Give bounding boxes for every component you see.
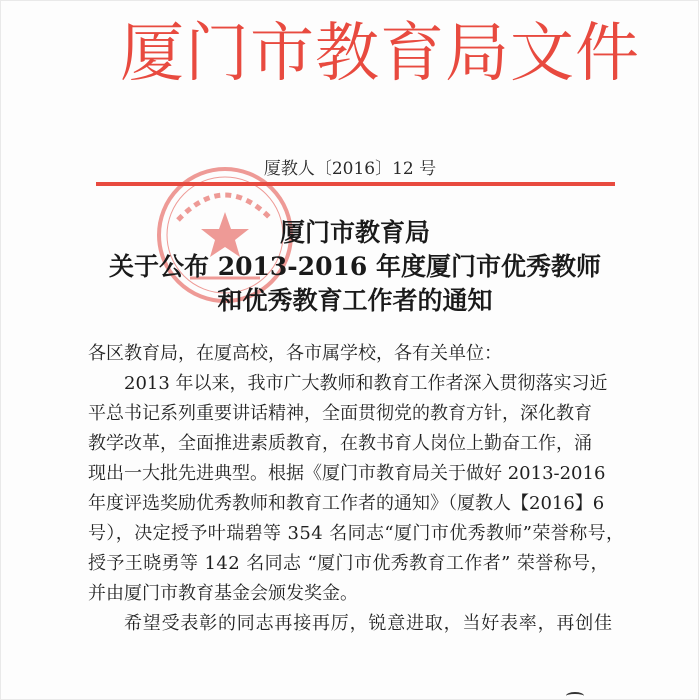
paragraph-1-line-6: 号），决定授予叶瑞碧等 354 名同志“厦门市优秀教师”荣誉称号， [88, 523, 625, 544]
paragraph-1-line-3: 教学改革，全面推进素质教育，在教书育人岗位上勤奋工作，涌 [88, 433, 592, 454]
paragraph-1-line-7: 授予王晓勇等 142 名同志 “厦门市优秀教育工作者” 荣誉称号， [88, 553, 609, 574]
document-header-title: 厦门市教育局文件 [120, 17, 640, 91]
notice-title [100, 216, 610, 318]
paragraph-1-line-4: 现出一大批先进典型。根据《厦门市教育局关于做好 2013-2016 [88, 463, 606, 484]
paragraph-2-line-1: 希望受表彰的同志再接再厉，锐意进取，当好表率，再创佳 [124, 613, 613, 634]
page-edge-mark [566, 692, 584, 700]
salutation: 各区教育局，在厦高校，各市属学校，各有关单位： [88, 343, 502, 364]
notice-title-line-1: 厦门市教育局 [279, 218, 430, 247]
paragraph-1-line-8: 并由厦门市教育基金会颁发奖金。 [88, 583, 358, 604]
notice-title-line-2: 关于公布 2013-2016 年度厦门市优秀教师 [109, 252, 601, 281]
notice-body [88, 339, 648, 639]
paragraph-1-line-2: 平总书记系列重要讲话精神，全面贯彻党的教育方针，深化教育 [88, 403, 592, 424]
paragraph-1-line-5: 年度评选奖励优秀教师和教育工作者的通知》（厦教人【2016】6 [88, 493, 605, 514]
document-number: 厦教人〔2016〕12 号 [263, 159, 437, 179]
paragraph-1-line-1: 2013 年以来，我市广大教师和教育工作者深入贯彻落实习近 [124, 373, 608, 394]
notice-title-line-3: 和优秀教育工作者的通知 [217, 286, 493, 315]
